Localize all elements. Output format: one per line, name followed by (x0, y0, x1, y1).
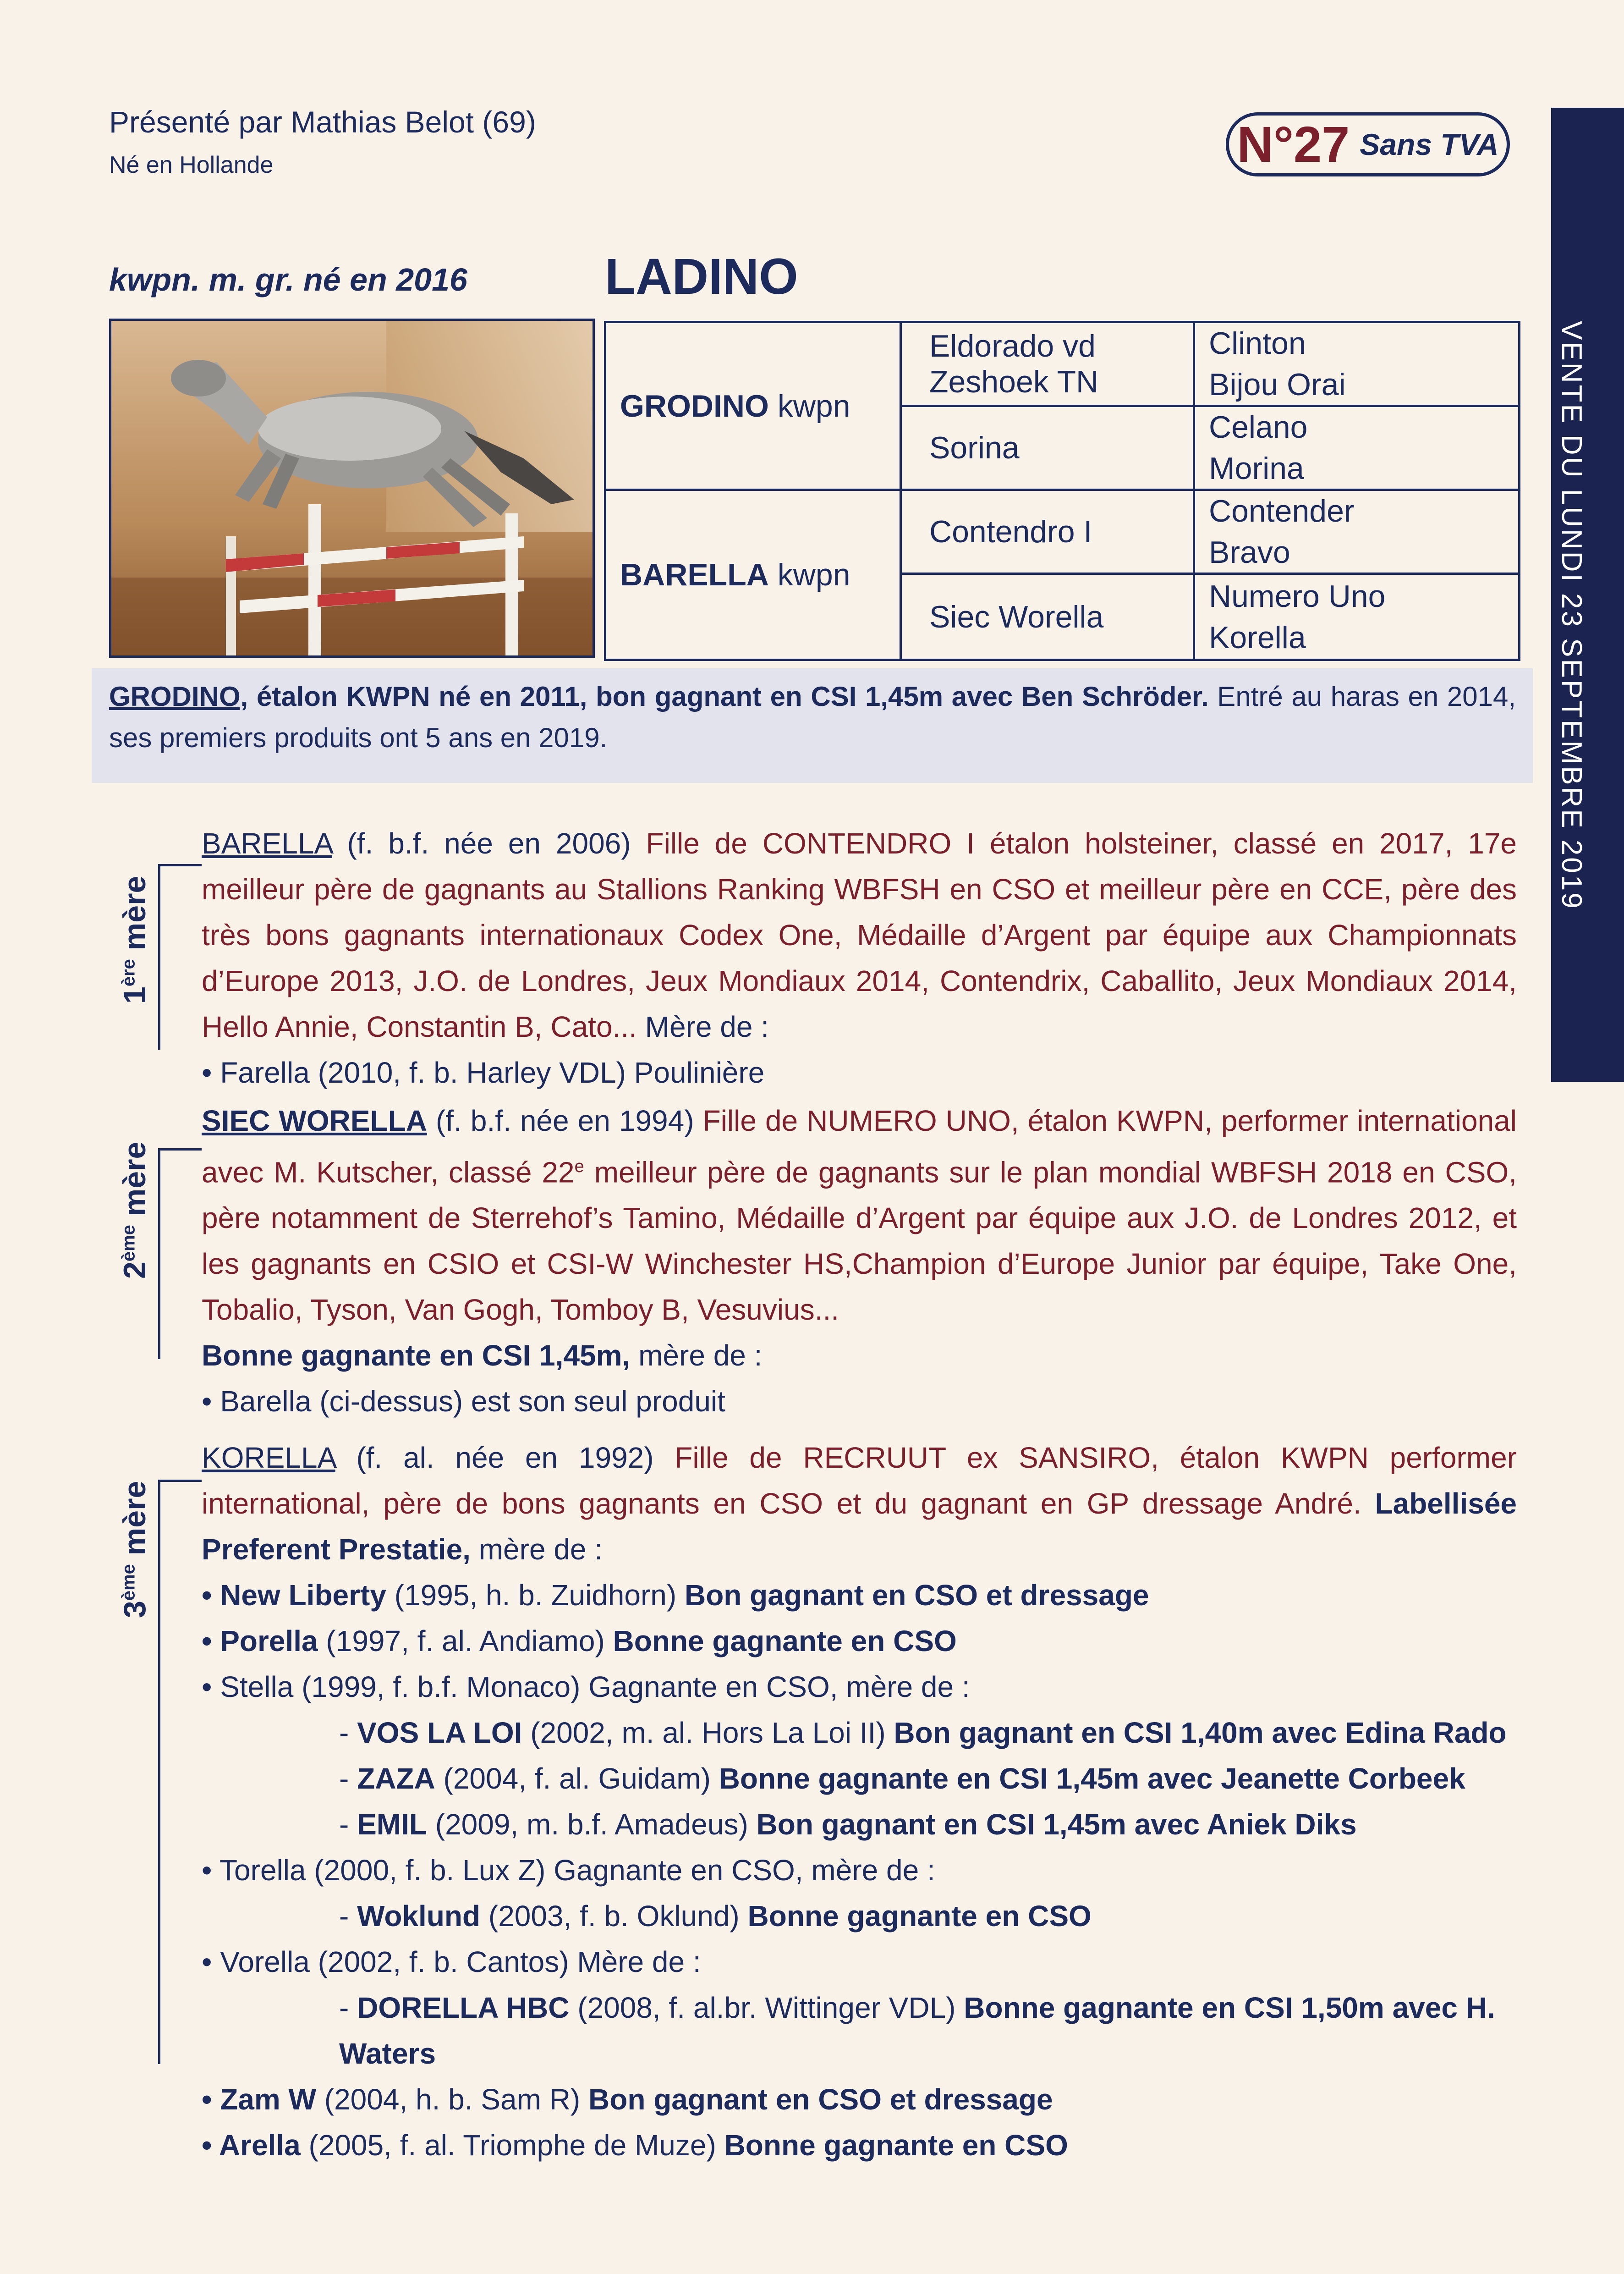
sire-info-rest: Entré au haras en 2014, ses premiers produits ont 5 ans en 2019. (109, 681, 1516, 753)
mere1-name: BARELLA (202, 827, 332, 860)
mere2-info: (f. b.f. née en 1994) (427, 1104, 703, 1137)
pedigree-gg-2 (1193, 407, 1518, 491)
offspring-name: ZAZA (357, 1762, 435, 1795)
mere3-line-12 (202, 2122, 1517, 2168)
offspring-info: (2003, f. b. Oklund) (480, 1900, 748, 1933)
presenter-line: Présenté par Mathias Belot (69) (109, 105, 536, 139)
pedigree-sire-dam: Sorina (900, 407, 1193, 491)
mere2-name: SIEC WORELLA (202, 1104, 427, 1137)
offspring-perf: Bonne gagnante en CSO (724, 2129, 1068, 2162)
sire-info-text (109, 676, 1516, 759)
offspring-perf: Bon gagnant en CSO et dressage (684, 1579, 1149, 1612)
mere2-bracket (158, 1148, 202, 1359)
mere2-perf: Bonne gagnante en CSI 1,45m, (202, 1339, 631, 1372)
offspring-name: • Porella (202, 1624, 318, 1657)
mere3-label-num: 3 (117, 1601, 152, 1618)
offspring-info: (2002, m. al. Hors La Loi II) (522, 1716, 894, 1749)
offspring-perf: Bonne gagnante en CSO (747, 1900, 1092, 1933)
mere2-label (117, 1142, 153, 1279)
mere3-section (202, 1435, 1517, 2168)
mere3-line-1 (202, 1572, 1517, 1618)
mere3-line-4 (202, 1710, 1517, 1756)
offspring-name: • New Liberty (202, 1579, 386, 1612)
offspring-perf: Bonne gagnante en CSI 1,45m avec Jeanette Corbeek (719, 1762, 1465, 1795)
mere1-mother-of: Mère de : (636, 1010, 769, 1043)
mere1-label-sup: ère (118, 959, 139, 987)
mere3-desc: Fille de RECRUUT ex SANSIRO, étalon KWPN performer international, père de bons gagnants en CSO et du gagnant en GP dressage André. (202, 1441, 1517, 1520)
mere2-label-word: mère (117, 1141, 152, 1217)
offspring-name: EMIL (357, 1808, 427, 1841)
offspring-info: (2005, f. al. Triomphe de Muze) (300, 2129, 724, 2162)
gg-morina: Morina (1209, 451, 1304, 486)
mere1-bracket (158, 864, 202, 1050)
mere3-line-6 (202, 1801, 1517, 1847)
mere3-mother-of: mère de : (470, 1533, 603, 1566)
mere2-label-sup: ème (118, 1225, 139, 1262)
breed-line: kwpn. m. gr. né en 2016 (109, 262, 467, 297)
sire-info-name: GRODINO, (109, 681, 248, 712)
horse-photo (109, 319, 595, 658)
mere2-desc-sup: e (574, 1157, 584, 1176)
gg-bijou-orai: Bijou Orai (1209, 367, 1346, 402)
mere3-line-8 (202, 1893, 1517, 1939)
mere2-performance-line (202, 1332, 1517, 1378)
pedigree-gg-3 (1193, 491, 1518, 575)
pedigree-dam-sire: Contendro I (900, 491, 1193, 575)
horse-jump-illustration (111, 321, 593, 655)
mere3-perf: Labellisée Preferent Prestatie, (202, 1487, 1517, 1566)
mere2-label-num: 2 (117, 1261, 152, 1279)
mere3-line-9: • Vorella (2002, f. b. Cantos) Mère de : (202, 1945, 701, 1978)
dash: - (339, 1808, 357, 1841)
offspring-name: DORELLA HBC (357, 1991, 570, 2024)
dash: - (339, 1762, 357, 1795)
pedigree-gg-1 (1193, 323, 1518, 407)
offspring-perf: Bon gagnant en CSI 1,45m avec Aniek Diks (756, 1808, 1357, 1841)
pedigree-sire-sire: Eldorado vd Zeshoek TN (900, 323, 1193, 407)
mere1-offspring: • Farella (2010, f. b. Harley VDL) Poulinière (202, 1056, 765, 1089)
mere1-label (117, 876, 153, 1004)
mere3-line-11 (202, 2076, 1517, 2122)
mere3-bracket (158, 1480, 202, 2064)
offspring-info: (2004, f. al. Guidam) (435, 1762, 719, 1795)
gg-celano: Celano (1209, 410, 1308, 445)
mere2-paragraph (202, 1098, 1517, 1332)
sale-date-label: VENTE DU LUNDI 23 SEPTEMBRE 2019 (1556, 321, 1587, 910)
pedigree-table (604, 321, 1520, 661)
gg-contender: Contender (1209, 494, 1355, 529)
mere3-paragraph (202, 1435, 1517, 1572)
mere1-paragraph (202, 820, 1517, 1050)
mere3-line-10 (202, 1985, 1517, 2076)
offspring-name: Woklund (357, 1900, 481, 1933)
dash: - (339, 1716, 357, 1749)
mere1-info: (f. b.f. née en 2006) (332, 827, 646, 860)
mere2-section (202, 1098, 1517, 1424)
gg-clinton: Clinton (1209, 326, 1306, 361)
mere1-label-word: mère (117, 875, 152, 951)
mere2-offspring: • Barella (ci-dessus) est son seul produit (202, 1385, 725, 1418)
mere3-line-3: • Stella (1999, f. b.f. Monaco) Gagnante en CSO, mère de : (202, 1670, 970, 1703)
pedigree-dam-dam: Siec Worella (900, 575, 1193, 659)
offspring-info: (2009, m. b.f. Amadeus) (427, 1808, 757, 1841)
mere3-name: KORELLA (202, 1441, 335, 1474)
offspring-info: (1997, f. al. Andiamo) (318, 1624, 613, 1657)
dash: - (339, 1900, 357, 1933)
mere3-label-word: mère (117, 1481, 152, 1556)
pedigree-sire (606, 323, 900, 491)
mere3-line-2 (202, 1618, 1517, 1664)
offspring-perf: Bonne gagnante en CSI 1,50m avec H. Waters (339, 1991, 1495, 2070)
sire-studbook: kwpn (777, 388, 850, 424)
mere3-label-sup: ème (118, 1564, 139, 1601)
mere3-label (117, 1481, 153, 1618)
dam-studbook: kwpn (777, 557, 850, 592)
pedigree-dam (606, 491, 900, 659)
origin-line: Né en Hollande (109, 152, 274, 178)
offspring-name: VOS LA LOI (357, 1716, 522, 1749)
gg-bravo: Bravo (1209, 535, 1290, 570)
offspring-perf: Bon gagnant en CSI 1,40m avec Edina Rado (894, 1716, 1507, 1749)
dam-name: BARELLA (620, 557, 769, 592)
mere1-section (202, 820, 1517, 1096)
mere3-line-5 (202, 1756, 1517, 1801)
offspring-info: (1995, h. b. Zuidhorn) (386, 1579, 685, 1612)
gg-numero-uno: Numero Uno (1209, 578, 1386, 614)
horse-name: LADINO (605, 248, 798, 305)
gg-korella: Korella (1209, 620, 1306, 655)
lot-number: N°27 (1237, 116, 1350, 173)
mere2-mother-of: mère de : (630, 1339, 763, 1372)
offspring-perf: Bon gagnant en CSO et dressage (588, 2083, 1053, 2116)
offspring-perf: Bonne gagnante en CSO (613, 1624, 957, 1657)
mere1-label-num: 1 (117, 986, 152, 1004)
mere1-desc: Fille de CONTENDRO I étalon holsteiner, classé en 2017, 17e meilleur père de gagnants au Stallions Ranking WBFSH en CSO et meilleur père en CCE, père des très bons gagnants internationaux Codex One, Médaille d’Argent par équipe aux Championnats d’Europe 2013, J.O. de Londres, Jeux Mondiaux 2014, Contendrix, Caballito, Jeux Mondiaux 2014, Hello Annie, Constantin B, Cato... (202, 827, 1517, 1043)
lot-badge (1226, 112, 1510, 176)
sire-name: GRODINO (620, 388, 769, 424)
dash: - (339, 1991, 357, 2024)
offspring-name: • Arella (202, 2129, 301, 2162)
tva-label: Sans TVA (1360, 127, 1499, 161)
mere3-line-7: • Torella (2000, f. b. Lux Z) Gagnante en CSO, mère de : (202, 1854, 935, 1887)
pedigree-gg-4 (1193, 575, 1518, 659)
offspring-name: • Zam W (202, 2083, 316, 2116)
mere2-desc-b: meilleur père de gagnants sur le plan mondial WBFSH 2018 en CSO, père notamment de Sterrehof’s Tamino, Médaille d’Argent par équipe aux J.O. de Londres 2012, et les gagnants en CSIO et CSI-W Winchester HS,Champion d’Europe Junior par équipe, Take One, Tobalio, Tyson, Van Gogh, Tomboy B, Vesuvius... (202, 1156, 1517, 1327)
offspring-info: (2004, h. b. Sam R) (316, 2083, 588, 2116)
mere2-desc-a: Fille de NUMERO UNO, étalon KWPN, performer international avec M. Kutscher, classé 22 (202, 1104, 1517, 1189)
mere3-info: (f. al. née en 1992) (335, 1441, 675, 1474)
sire-info-performance: étalon KWPN né en 2011, bon gagnant en CSI 1,45m avec Ben Schröder. (248, 681, 1209, 712)
offspring-info: (2008, f. al.br. Wittinger VDL) (569, 1991, 964, 2024)
